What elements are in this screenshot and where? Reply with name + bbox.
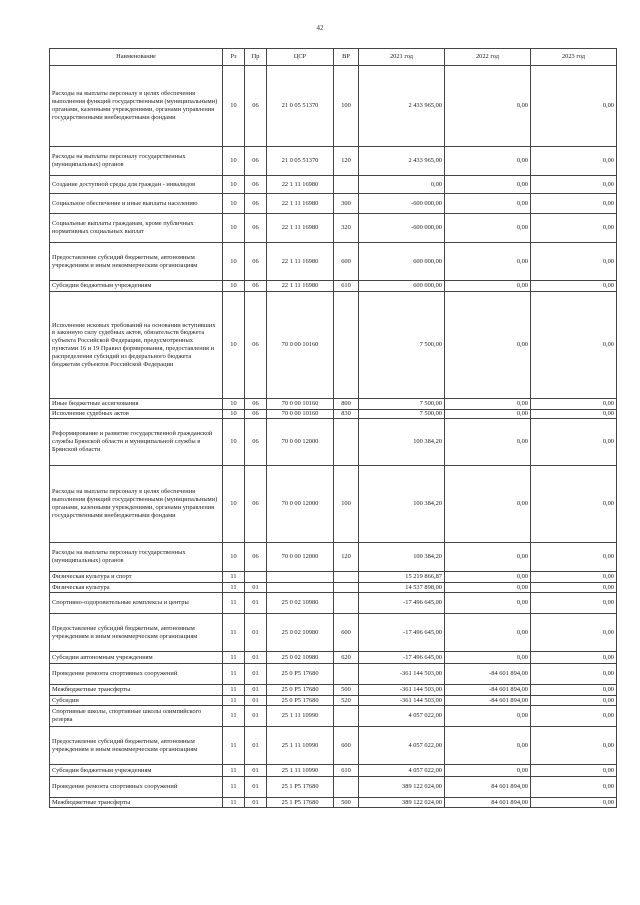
cell-vr [334, 176, 359, 194]
cell-2022: 0,00 [445, 543, 531, 572]
cell-rz: 11 [223, 706, 245, 727]
cell-csr: 25 0 02 10980 [267, 593, 334, 614]
cell-vr [334, 593, 359, 614]
cell-2023: 0,00 [531, 614, 617, 652]
cell-name: Межбюджетные трансферты [50, 798, 223, 808]
cell-2021: 100 384,20 [359, 543, 445, 572]
cell-2022: 0,00 [445, 176, 531, 194]
cell-rz: 11 [223, 583, 245, 593]
cell-rz: 10 [223, 419, 245, 466]
cell-vr: 500 [334, 798, 359, 808]
cell-csr: 22 1 11 16980 [267, 243, 334, 281]
cell-name: Субсидии [50, 696, 223, 706]
cell-csr: 70 0 00 10160 [267, 292, 334, 399]
cell-pr [245, 572, 267, 583]
table-row [50, 214, 617, 243]
cell-name: Иные бюджетные ассигнования [50, 399, 223, 410]
cell-pr: 06 [245, 410, 267, 419]
cell-2022: 0,00 [445, 399, 531, 410]
cell-vr: 100 [334, 66, 359, 147]
cell-2021: 7 500,00 [359, 292, 445, 399]
cell-csr: 22 1 11 16980 [267, 281, 334, 292]
cell-name: Социальное обеспечение и иные выплаты населению [50, 194, 223, 214]
cell-name: Предоставление субсидий бюджетным, автономным учреждениям и иным некоммерческим организациям [50, 727, 223, 765]
table-row [50, 777, 617, 798]
cell-vr: 520 [334, 696, 359, 706]
cell-name: Создание доступной среды для граждан - инвалидов [50, 176, 223, 194]
cell-2023: 0,00 [531, 281, 617, 292]
header-name: Наименование [50, 49, 223, 66]
cell-vr: 610 [334, 281, 359, 292]
cell-2021: -600 000,00 [359, 214, 445, 243]
cell-rz: 10 [223, 543, 245, 572]
cell-2022: 0,00 [445, 419, 531, 466]
cell-vr [334, 777, 359, 798]
header-vr: ВР [334, 49, 359, 66]
cell-2021: 0,00 [359, 176, 445, 194]
table-row [50, 593, 617, 614]
cell-csr: 70 0 00 10160 [267, 399, 334, 410]
table-row [50, 664, 617, 685]
cell-name: Спортивные школы, спортивные школы олимпийского резерва [50, 706, 223, 727]
table-row [50, 410, 617, 419]
table-row [50, 765, 617, 777]
cell-2023: 0,00 [531, 583, 617, 593]
cell-2021: -600 000,00 [359, 194, 445, 214]
cell-2022: 0,00 [445, 727, 531, 765]
cell-rz: 10 [223, 243, 245, 281]
cell-rz: 11 [223, 777, 245, 798]
table-row [50, 706, 617, 727]
cell-pr: 01 [245, 664, 267, 685]
cell-2023: 0,00 [531, 176, 617, 194]
table-row [50, 572, 617, 583]
header-csr: ЦСР [267, 49, 334, 66]
table-row [50, 543, 617, 572]
cell-rz: 10 [223, 399, 245, 410]
cell-name: Межбюджетные трансферты [50, 685, 223, 696]
cell-2021: -17 496 645,00 [359, 614, 445, 652]
cell-2022: 0,00 [445, 410, 531, 419]
cell-name: Расходы на выплаты персоналу в целях обеспечения выполнения функций государственными (муниципальными) органами, казенными учреждениями, органами управления государственными внебюджетными фондами [50, 66, 223, 147]
cell-2023: 0,00 [531, 706, 617, 727]
cell-rz: 11 [223, 614, 245, 652]
cell-2023: 0,00 [531, 410, 617, 419]
cell-vr [334, 292, 359, 399]
cell-pr: 01 [245, 765, 267, 777]
cell-2022: 0,00 [445, 572, 531, 583]
cell-2023: 0,00 [531, 292, 617, 399]
cell-csr: 70 0 00 12000 [267, 466, 334, 543]
cell-2023: 0,00 [531, 147, 617, 176]
cell-2021: -361 144 503,00 [359, 696, 445, 706]
cell-2022: 0,00 [445, 466, 531, 543]
cell-vr [334, 664, 359, 685]
cell-csr: 25 1 Р5 17680 [267, 777, 334, 798]
table-row [50, 419, 617, 466]
cell-rz: 10 [223, 176, 245, 194]
cell-2022: 0,00 [445, 583, 531, 593]
cell-2021: 100 384,20 [359, 419, 445, 466]
cell-2022: 0,00 [445, 243, 531, 281]
cell-csr: 25 1 11 10990 [267, 727, 334, 765]
cell-2022: 0,00 [445, 593, 531, 614]
cell-vr: 300 [334, 194, 359, 214]
cell-2021: -17 496 645,00 [359, 652, 445, 664]
cell-csr: 70 0 00 12000 [267, 419, 334, 466]
cell-rz: 10 [223, 410, 245, 419]
header-2021: 2021 год [359, 49, 445, 66]
cell-pr: 01 [245, 593, 267, 614]
cell-rz: 11 [223, 685, 245, 696]
cell-2023: 0,00 [531, 765, 617, 777]
cell-pr: 01 [245, 727, 267, 765]
cell-2021: 100 384,20 [359, 466, 445, 543]
cell-pr: 06 [245, 399, 267, 410]
cell-rz: 10 [223, 66, 245, 147]
cell-2023: 0,00 [531, 214, 617, 243]
cell-csr: 21 0 05 51370 [267, 66, 334, 147]
cell-csr: 70 0 00 12000 [267, 543, 334, 572]
cell-vr: 600 [334, 727, 359, 765]
cell-rz: 10 [223, 466, 245, 543]
cell-pr: 06 [245, 419, 267, 466]
cell-csr: 22 1 11 16980 [267, 214, 334, 243]
cell-2021: 600 000,00 [359, 281, 445, 292]
cell-name: Физическая культура и спорт [50, 572, 223, 583]
cell-name: Субсидии бюджетным учреждениям [50, 281, 223, 292]
cell-2021: 389 122 024,00 [359, 798, 445, 808]
cell-rz: 11 [223, 798, 245, 808]
cell-name: Проведение ремонта спортивных сооружений [50, 777, 223, 798]
cell-name: Субсидии автономным учреждениям [50, 652, 223, 664]
cell-2023: 0,00 [531, 419, 617, 466]
cell-vr: 120 [334, 147, 359, 176]
cell-rz: 11 [223, 572, 245, 583]
cell-vr: 610 [334, 765, 359, 777]
cell-2022: 0,00 [445, 706, 531, 727]
cell-name: Проведение ремонта спортивных сооружений [50, 664, 223, 685]
cell-name: Расходы на выплаты персоналу в целях обеспечения выполнения функций государственными (муниципальными) органами, казенными учреждениями, органами управления государственными внебюджетными фондами [50, 466, 223, 543]
cell-rz: 10 [223, 292, 245, 399]
cell-2022: -84 601 894,00 [445, 685, 531, 696]
cell-2021: 14 537 898,00 [359, 583, 445, 593]
cell-name: Социальные выплаты гражданам, кроме публичных нормативных социальных выплат [50, 214, 223, 243]
cell-2022: 0,00 [445, 147, 531, 176]
cell-rz: 11 [223, 696, 245, 706]
budget-table [49, 48, 617, 808]
table-row [50, 292, 617, 399]
cell-pr: 06 [245, 243, 267, 281]
cell-pr: 01 [245, 706, 267, 727]
cell-2023: 0,00 [531, 194, 617, 214]
table-row [50, 798, 617, 808]
header-pr: Пр [245, 49, 267, 66]
cell-csr: 25 1 11 10990 [267, 706, 334, 727]
cell-csr: 21 0 05 51370 [267, 147, 334, 176]
table-row [50, 147, 617, 176]
cell-2022: 0,00 [445, 652, 531, 664]
cell-2022: 0,00 [445, 214, 531, 243]
table-header-row [50, 49, 617, 66]
cell-2023: 0,00 [531, 572, 617, 583]
cell-csr: 25 0 02 10980 [267, 652, 334, 664]
header-rz: Рз [223, 49, 245, 66]
cell-csr: 25 0 Р5 17680 [267, 664, 334, 685]
cell-csr [267, 583, 334, 593]
cell-vr: 600 [334, 614, 359, 652]
cell-2021: -361 144 503,00 [359, 664, 445, 685]
cell-rz: 10 [223, 281, 245, 292]
cell-2023: 0,00 [531, 399, 617, 410]
table-row [50, 281, 617, 292]
cell-csr: 25 0 Р5 17680 [267, 696, 334, 706]
cell-pr: 01 [245, 652, 267, 664]
cell-2023: 0,00 [531, 798, 617, 808]
cell-vr [334, 583, 359, 593]
cell-2023: 0,00 [531, 593, 617, 614]
table-row [50, 696, 617, 706]
table-row [50, 685, 617, 696]
cell-2021: 7 500,00 [359, 399, 445, 410]
cell-name: Физическая культура [50, 583, 223, 593]
cell-pr: 01 [245, 685, 267, 696]
cell-csr: 25 0 02 10980 [267, 614, 334, 652]
cell-vr: 800 [334, 399, 359, 410]
cell-vr [334, 419, 359, 466]
header-2022: 2022 год [445, 49, 531, 66]
cell-2022: 0,00 [445, 66, 531, 147]
cell-pr: 06 [245, 543, 267, 572]
cell-2021: 389 122 024,00 [359, 777, 445, 798]
cell-rz: 10 [223, 147, 245, 176]
cell-2023: 0,00 [531, 696, 617, 706]
cell-csr [267, 572, 334, 583]
table-row [50, 66, 617, 147]
cell-2022: 0,00 [445, 194, 531, 214]
cell-rz: 11 [223, 652, 245, 664]
cell-2022: 0,00 [445, 765, 531, 777]
cell-pr: 01 [245, 583, 267, 593]
cell-rz: 11 [223, 727, 245, 765]
cell-csr: 25 1 Р5 17680 [267, 798, 334, 808]
cell-rz: 10 [223, 214, 245, 243]
cell-pr: 01 [245, 777, 267, 798]
cell-2021: 4 057 022,00 [359, 706, 445, 727]
table-body [50, 66, 617, 808]
cell-2022: 0,00 [445, 281, 531, 292]
cell-name: Предоставление субсидий бюджетным, автономным учреждениям и иным некоммерческим организациям [50, 243, 223, 281]
cell-2022: -84 601 894,00 [445, 696, 531, 706]
cell-pr: 06 [245, 292, 267, 399]
table-row [50, 399, 617, 410]
cell-2021: -17 496 645,00 [359, 593, 445, 614]
cell-name: Предоставление субсидий бюджетным, автономным учреждениям и иным некоммерческим организациям [50, 614, 223, 652]
cell-csr: 22 1 11 16980 [267, 176, 334, 194]
cell-2023: 0,00 [531, 664, 617, 685]
table-row [50, 194, 617, 214]
cell-2021: -361 144 503,00 [359, 685, 445, 696]
table-row [50, 652, 617, 664]
page-number: 42 [316, 24, 324, 32]
cell-2023: 0,00 [531, 777, 617, 798]
cell-csr: 70 0 00 10160 [267, 410, 334, 419]
cell-rz: 11 [223, 664, 245, 685]
cell-pr: 06 [245, 176, 267, 194]
cell-2022: -84 601 894,00 [445, 664, 531, 685]
cell-2021: 2 433 965,00 [359, 66, 445, 147]
cell-pr: 01 [245, 614, 267, 652]
cell-vr [334, 706, 359, 727]
cell-2023: 0,00 [531, 66, 617, 147]
table-row [50, 466, 617, 543]
cell-name: Исполнение судебных актов [50, 410, 223, 419]
cell-name: Расходы на выплаты персоналу государственных (муниципальных) органов [50, 543, 223, 572]
cell-csr: 25 1 11 10990 [267, 765, 334, 777]
cell-2022: 0,00 [445, 614, 531, 652]
cell-name: Субсидии бюджетным учреждениям [50, 765, 223, 777]
cell-vr: 320 [334, 214, 359, 243]
cell-pr: 06 [245, 214, 267, 243]
cell-2021: 4 057 022,00 [359, 765, 445, 777]
cell-csr: 25 0 Р5 17680 [267, 685, 334, 696]
cell-2022: 0,00 [445, 292, 531, 399]
table-row [50, 583, 617, 593]
cell-rz: 11 [223, 765, 245, 777]
cell-pr: 06 [245, 466, 267, 543]
cell-2021: 15 219 866,87 [359, 572, 445, 583]
cell-2023: 0,00 [531, 466, 617, 543]
cell-vr: 100 [334, 466, 359, 543]
cell-2023: 0,00 [531, 685, 617, 696]
cell-vr: 830 [334, 410, 359, 419]
cell-2023: 0,00 [531, 652, 617, 664]
cell-name: Реформирование и развитие государственной гражданской службы Брянской области и муниципальной службы в Брянской области [50, 419, 223, 466]
header-2023: 2023 год [531, 49, 617, 66]
cell-name: Исполнение исковых требований на основании вступивших в законную силу судебных актов, обязательств бюджета субъекта Российской Федерации, предусмотренных пунктами 16 и 19 Правил формирования, предоставления и распределения субсидий из федерального бюджета бюджетам субъектов Российской Федерации [50, 292, 223, 399]
table-row [50, 727, 617, 765]
cell-pr: 06 [245, 281, 267, 292]
table-row [50, 614, 617, 652]
cell-pr: 06 [245, 66, 267, 147]
cell-2023: 0,00 [531, 543, 617, 572]
cell-2023: 0,00 [531, 243, 617, 281]
cell-vr: 600 [334, 243, 359, 281]
cell-2021: 600 000,00 [359, 243, 445, 281]
cell-vr: 120 [334, 543, 359, 572]
cell-2021: 4 057 022,00 [359, 727, 445, 765]
cell-2022: 84 601 894,00 [445, 798, 531, 808]
cell-2022: 84 601 894,00 [445, 777, 531, 798]
cell-2021: 2 433 965,00 [359, 147, 445, 176]
cell-2021: 7 500,00 [359, 410, 445, 419]
cell-vr: 500 [334, 685, 359, 696]
table-row [50, 176, 617, 194]
cell-vr: 620 [334, 652, 359, 664]
cell-vr [334, 572, 359, 583]
cell-2023: 0,00 [531, 727, 617, 765]
cell-rz: 11 [223, 593, 245, 614]
cell-rz: 10 [223, 194, 245, 214]
table-row [50, 243, 617, 281]
cell-name: Спортивно-оздоровительные комплексы и центры [50, 593, 223, 614]
cell-name: Расходы на выплаты персоналу государственных (муниципальных) органов [50, 147, 223, 176]
cell-pr: 01 [245, 696, 267, 706]
cell-pr: 06 [245, 147, 267, 176]
cell-pr: 01 [245, 798, 267, 808]
cell-pr: 06 [245, 194, 267, 214]
cell-csr: 22 1 11 16980 [267, 194, 334, 214]
